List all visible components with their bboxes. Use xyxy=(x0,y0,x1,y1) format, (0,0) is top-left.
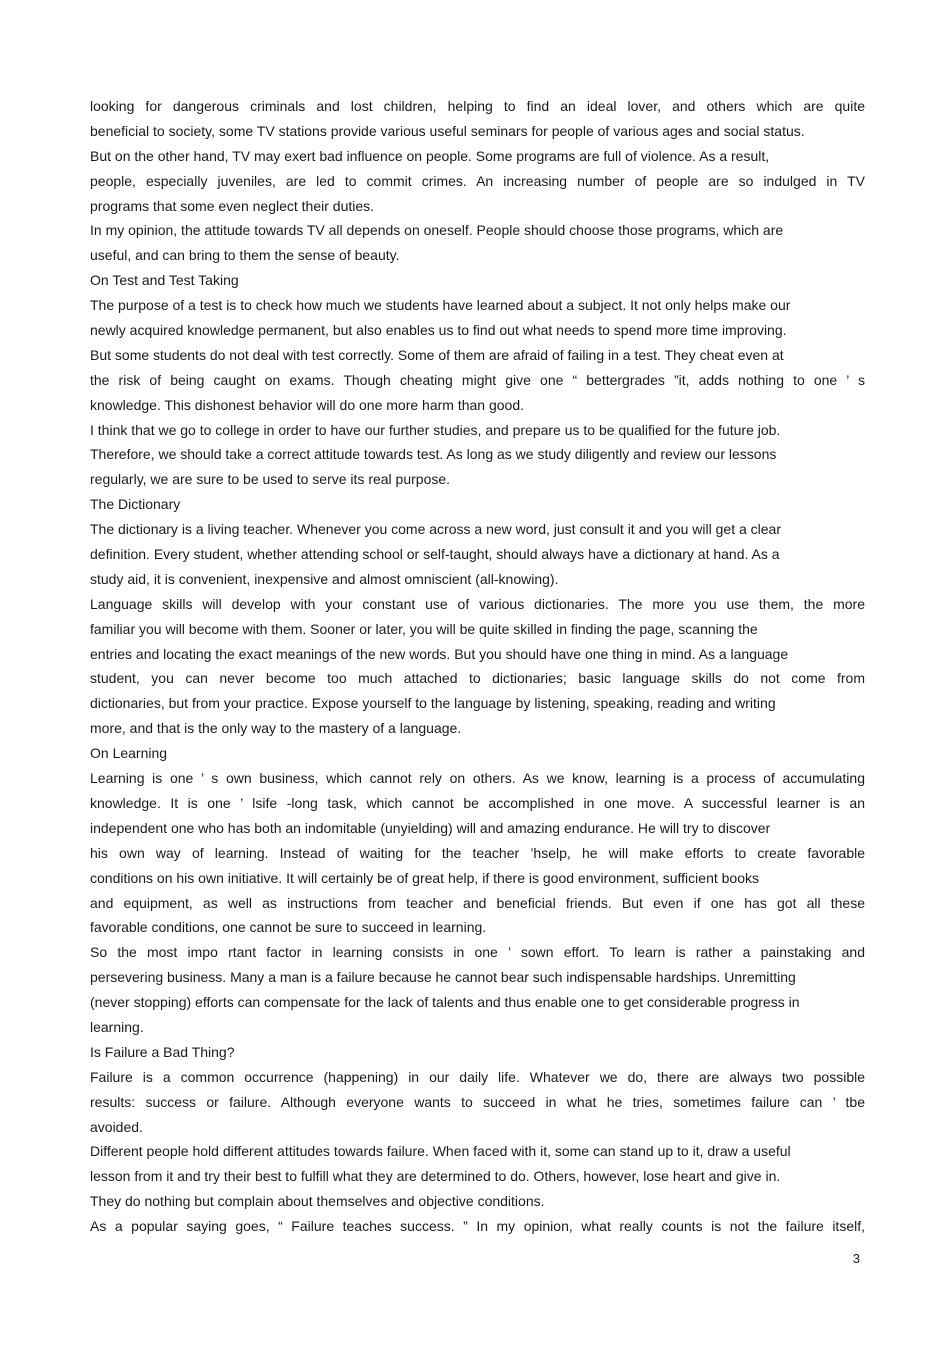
page-number: 3 xyxy=(852,1251,860,1266)
text-line: The purpose of a test is to check how much we students have learned about a subject. It not only helps make our xyxy=(90,297,791,314)
text-line: his own way of learning. Instead of waiting for the teacher ’hselp, he will make efforts to create favorable xyxy=(90,844,865,861)
text-line: favorable conditions, one cannot be sure to succeed in learning. xyxy=(90,919,487,936)
text-line: As a popular saying goes, “ Failure teaches success. ” In my opinion, what really counts is not the failure itself, xyxy=(90,1218,865,1235)
text-line: newly acquired knowledge permanent, but also enables us to find out what needs to spend more time improving. xyxy=(90,322,787,339)
text-line: But some students do not deal with test correctly. Some of them are afraid of failing in a test. They cheat even at xyxy=(90,346,784,363)
text-line: So the most impo rtant factor in learning consists in one ’ sown effort. To learn is rather a painstaking and xyxy=(90,944,865,961)
section-heading: Is Failure a Bad Thing? xyxy=(90,1043,235,1060)
text-line: Language skills will develop with your constant use of various dictionaries. The more you use them, the more xyxy=(90,595,865,612)
text-line: more, and that is the only way to the mastery of a language. xyxy=(90,720,462,737)
text-line: useful, and can bring to them the sense of beauty. xyxy=(90,247,400,264)
section-heading: On Learning xyxy=(90,745,168,762)
text-line: knowledge. This dishonest behavior will do one more harm than good. xyxy=(90,396,524,413)
text-line: programs that some even neglect their duties. xyxy=(90,197,375,214)
body-text xyxy=(90,94,865,1239)
text-line: entries and locating the exact meanings of the new words. But you should have one thing in mind. As a language xyxy=(90,645,789,662)
text-line: independent one who has both an indomitable (unyielding) will and amazing endurance. He will try to discover xyxy=(90,819,771,836)
text-line: persevering business. Many a man is a failure because he cannot bear such indispensable hardships. Unremitting xyxy=(90,969,796,986)
text-line: dictionaries, but from your practice. Expose yourself to the language by listening, speaking, reading and writing xyxy=(90,695,776,712)
text-line: Learning is one ’ s own business, which cannot rely on others. As we know, learning is a process of accumulating xyxy=(90,770,865,787)
section-heading: On Test and Test Taking xyxy=(90,272,239,289)
text-line: beneficial to society, some TV stations provide various useful seminars for people of various ages and social status. xyxy=(90,122,805,139)
text-line: Different people hold different attitudes towards failure. When faced with it, some can stand up to it, draw a useful xyxy=(90,1143,791,1160)
text-line: The dictionary is a living teacher. Whenever you come across a new word, just consult it and you will get a clear xyxy=(90,521,781,538)
text-line: I think that we go to college in order to have our further studies, and prepare us to be qualified for the future job. xyxy=(90,421,781,438)
text-line: knowledge. It is one ’ lsife -long task, which cannot be accomplished in one move. A successful learner is an xyxy=(90,794,865,811)
text-line: results: success or failure. Although everyone wants to succeed in what he tries, sometimes failure can ’ tbe xyxy=(90,1093,865,1110)
text-line: But on the other hand, TV may exert bad influence on people. Some programs are full of violence. As a result, xyxy=(90,147,770,164)
text-line: and equipment, as well as instructions from teacher and beneficial friends. But even if one has got all these xyxy=(90,894,865,911)
text-line: Failure is a common occurrence (happening) in our daily life. Whatever we do, there are always two possible xyxy=(90,1068,865,1085)
text-line: regularly, we are sure to be used to serve its real purpose. xyxy=(90,471,451,488)
text-line: learning. xyxy=(90,1018,144,1035)
text-line: definition. Every student, whether attending school or self-taught, should always have a dictionary at hand. As a xyxy=(90,546,780,563)
text-line: familiar you will become with them. Sooner or later, you will be quite skilled in finding the page, scanning the xyxy=(90,620,758,637)
text-line: Therefore, we should take a correct attitude towards test. As long as we study diligently and review our lessons xyxy=(90,446,777,463)
text-line: avoided. xyxy=(90,1118,143,1135)
text-line: In my opinion, the attitude towards TV all depends on oneself. People should choose those programs, which are xyxy=(90,222,784,239)
text-line: They do nothing but complain about themselves and objective conditions. xyxy=(90,1193,545,1210)
text-line: people, especially juveniles, are led to commit crimes. An increasing number of people are so indulged in TV xyxy=(90,172,865,189)
section-heading: The Dictionary xyxy=(90,496,181,513)
text-line: conditions on his own initiative. It will certainly be of great help, if there is good environment, sufficient books xyxy=(90,869,759,886)
text-line: lesson from it and try their best to fulfill what they are determined to do. Others, however, lose heart and give in. xyxy=(90,1168,781,1185)
text-line: student, you can never become too much attached to dictionaries; basic language skills do not come from xyxy=(90,670,865,687)
text-line: study aid, it is convenient, inexpensive and almost omniscient (all-knowing). xyxy=(90,570,559,587)
text-line: (never stopping) efforts can compensate for the lack of talents and thus enable one to get considerable progress in xyxy=(90,994,800,1011)
text-line: the risk of being caught on exams. Though cheating might give one “ bettergrades ”it, adds nothing to one ’ s xyxy=(90,371,865,388)
text-line: looking for dangerous criminals and lost children, helping to find an ideal lover, and others which are quite xyxy=(90,98,865,114)
